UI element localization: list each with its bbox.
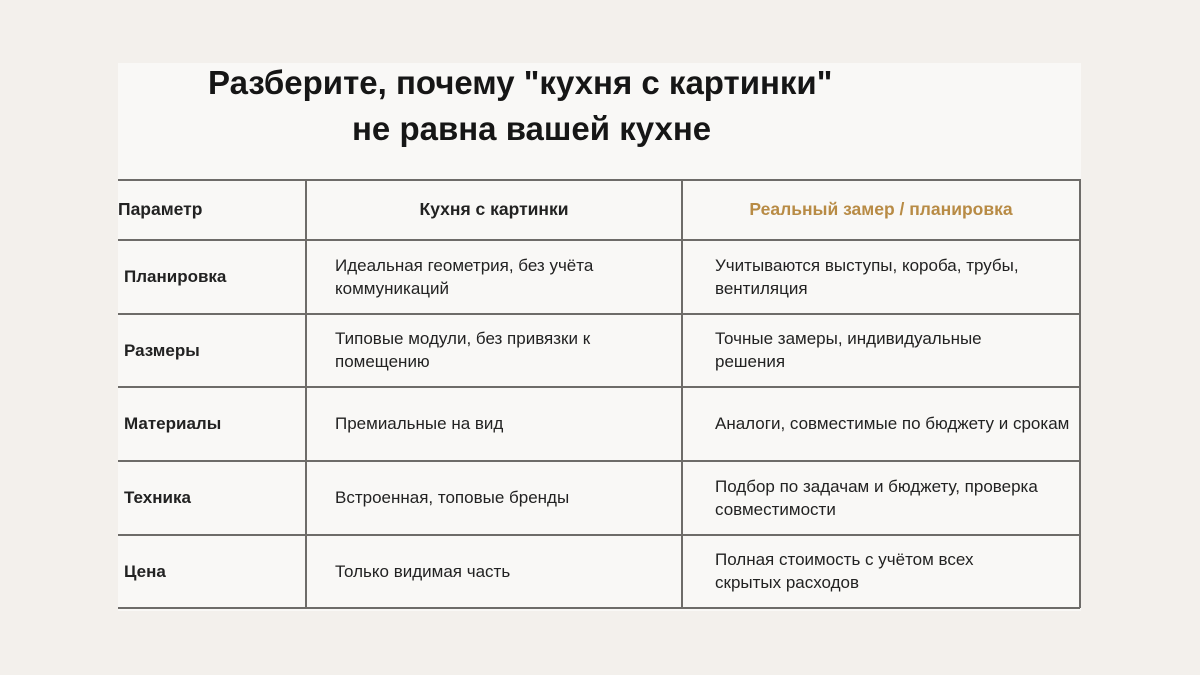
slide-card (118, 63, 1081, 611)
table-border-bottom (118, 607, 1080, 609)
row-picture-value: Встроенная, топовые бренды (335, 488, 570, 507)
row-real-value: Точные замеры, индивидуальные решения (715, 329, 982, 371)
title-line-2: не равна вашей кухне (352, 110, 712, 147)
row-param: Материалы (124, 414, 222, 433)
row-real-value: Полная стоимость с учётом всех скрытых расходов (715, 550, 974, 592)
title-line-1: Разберите, почему "кухня с картинки" (208, 64, 833, 101)
row-real-value: Аналоги, совместимые по бюджету и срокам (715, 414, 1070, 433)
row-real-value: Подбор по задачам и бюджету, проверка совместимости (715, 476, 1038, 519)
table-header-picture: Кухня с картинки (419, 198, 569, 219)
table-header-param: Параметр (118, 198, 203, 219)
row-param: Планировка (124, 267, 227, 286)
table-header-real: Реальный замер / планировка (749, 198, 1013, 219)
row-picture-value: Идеальная геометрия, без учёта коммуникаций (335, 255, 594, 298)
table-border-right (1079, 179, 1081, 608)
column-divider (305, 179, 307, 608)
row-picture-value: Премиальные на вид (335, 414, 504, 433)
row-picture-value: Только видимая часть (335, 561, 511, 581)
comparison-table (118, 179, 1080, 608)
row-param: Цена (124, 561, 166, 581)
row-param: Техника (124, 488, 191, 507)
row-param: Размеры (124, 340, 200, 360)
column-divider (681, 179, 683, 608)
row-picture-value: Типовые модули, без привязки к помещению (335, 329, 591, 371)
row-real-value: Учитываются выступы, короба, трубы, вентиляция (715, 255, 1019, 298)
